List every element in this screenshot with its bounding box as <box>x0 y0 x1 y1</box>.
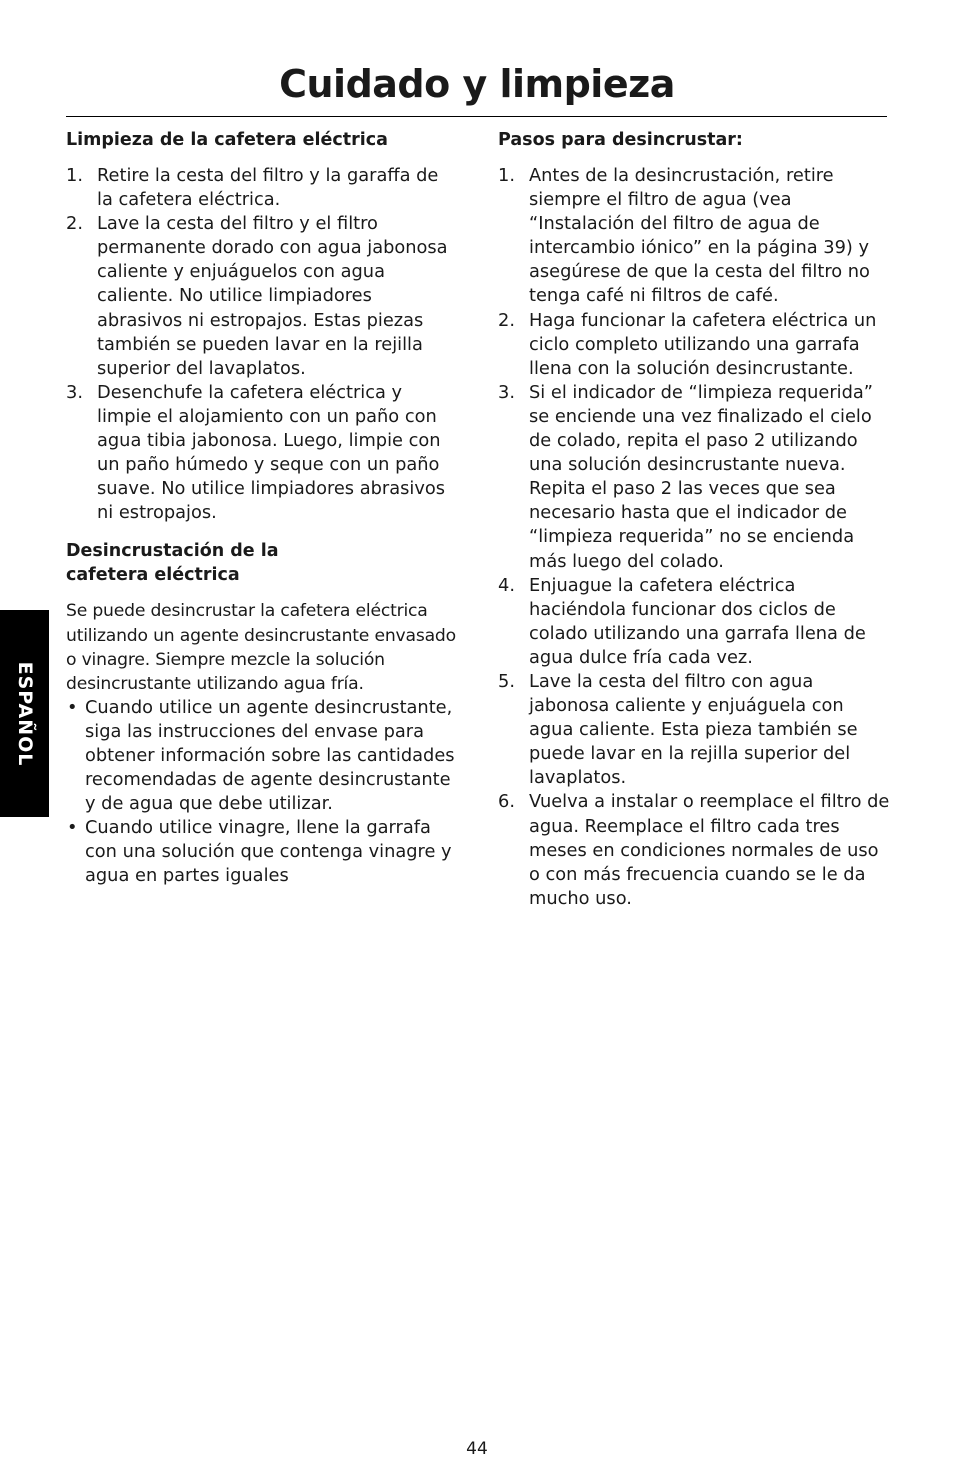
list-item: • Cuando utilice un agente desincrustante, siga las instrucciones del envase para obtener información sobre las cantidades recomendadas de agente desincrustante y de agua que debe utilizar. <box>67 696 455 815</box>
left-column <box>66 128 458 889</box>
descaling-intro: Se puede desincrustar la cafetera eléctrica utilizando un agente desincrustante envasado o vinagre. Siempre mezcle la solución desincrustante utilizando agua fría. <box>66 601 456 694</box>
list-item: 2. Haga funcionar la cafetera eléctrica un ciclo completo utilizando una garrafa llena con la solución desincrustante. <box>498 309 877 379</box>
cleaning-steps-list <box>66 164 458 525</box>
page-title: Cuidado y limpieza <box>279 62 675 106</box>
language-label: ESPAÑOL <box>13 661 36 766</box>
list-item: 3. Desenchufe la cafetera eléctrica y limpie el alojamiento con un paño con agua tibia jabonosa. Luego, limpie con un paño húmedo y seque con un paño suave. No utilice limpiadores abrasivos ni estropajos. <box>66 381 445 524</box>
section-heading-cleaning: Limpieza de la cafetera eléctrica <box>66 130 388 150</box>
list-item: 1. Retire la cesta del filtro y la garaffa de la cafetera eléctrica. <box>66 165 439 211</box>
section-heading-descaling: Desincrustación de la cafetera eléctrica <box>66 541 279 586</box>
list-item: 3. Si el indicador de “limpieza requerida” se enciende una vez finalizado el cielo de colado, repita el paso 2 utilizando una solución desincrustante nueva. Repita el paso 2 las veces que sea necesario hasta que el indicador de “limpieza requerida” no se encienda más luego del colado. <box>498 381 873 572</box>
list-item: 5. Lave la cesta del filtro con agua jabonosa caliente y enjuáguela con agua caliente. Esta pieza también se puede lavar en la rejilla superior del lavaplatos. <box>498 670 858 789</box>
list-item: 6. Vuelva a instalar o reemplace el filtro de agua. Reemplace el filtro cada tres meses en condiciones normales de uso o con más frecuencia cuando se le da mucho uso. <box>498 791 890 909</box>
right-column <box>498 128 890 911</box>
descaling-bullets <box>66 696 458 889</box>
page-number: 44 <box>466 1439 488 1459</box>
title-divider <box>66 116 887 117</box>
descaling-steps-list <box>498 164 890 911</box>
list-item: 4. Enjuague la cafetera eléctrica haciéndola funcionar dos ciclos de colado utilizando una garrafa llena de agua dulce fría cada vez. <box>498 574 866 668</box>
language-side-tab <box>0 610 49 817</box>
list-item: 2. Lave la cesta del filtro y el filtro permanente dorado con agua jabonosa caliente y enjuáguelos con agua caliente. No utilice limpiadores abrasivos ni estropajos. Estas piezas también se pueden lavar en la rejilla superior del lavaplatos. <box>66 213 448 379</box>
list-item: 1. Antes de la desincrustación, retire siempre el filtro de agua (vea “Instalación del filtro de agua de intercambio iónico” en la página 39) y asegúrese de que la cesta del filtro no tenga café ni filtros de café. <box>498 165 870 307</box>
section-heading-descaling-steps: Pasos para desincrustar: <box>498 130 743 150</box>
list-item: • Cuando utilice vinagre, llene la garrafa con una solución que contenga vinagre y agua en partes iguales <box>67 817 452 887</box>
